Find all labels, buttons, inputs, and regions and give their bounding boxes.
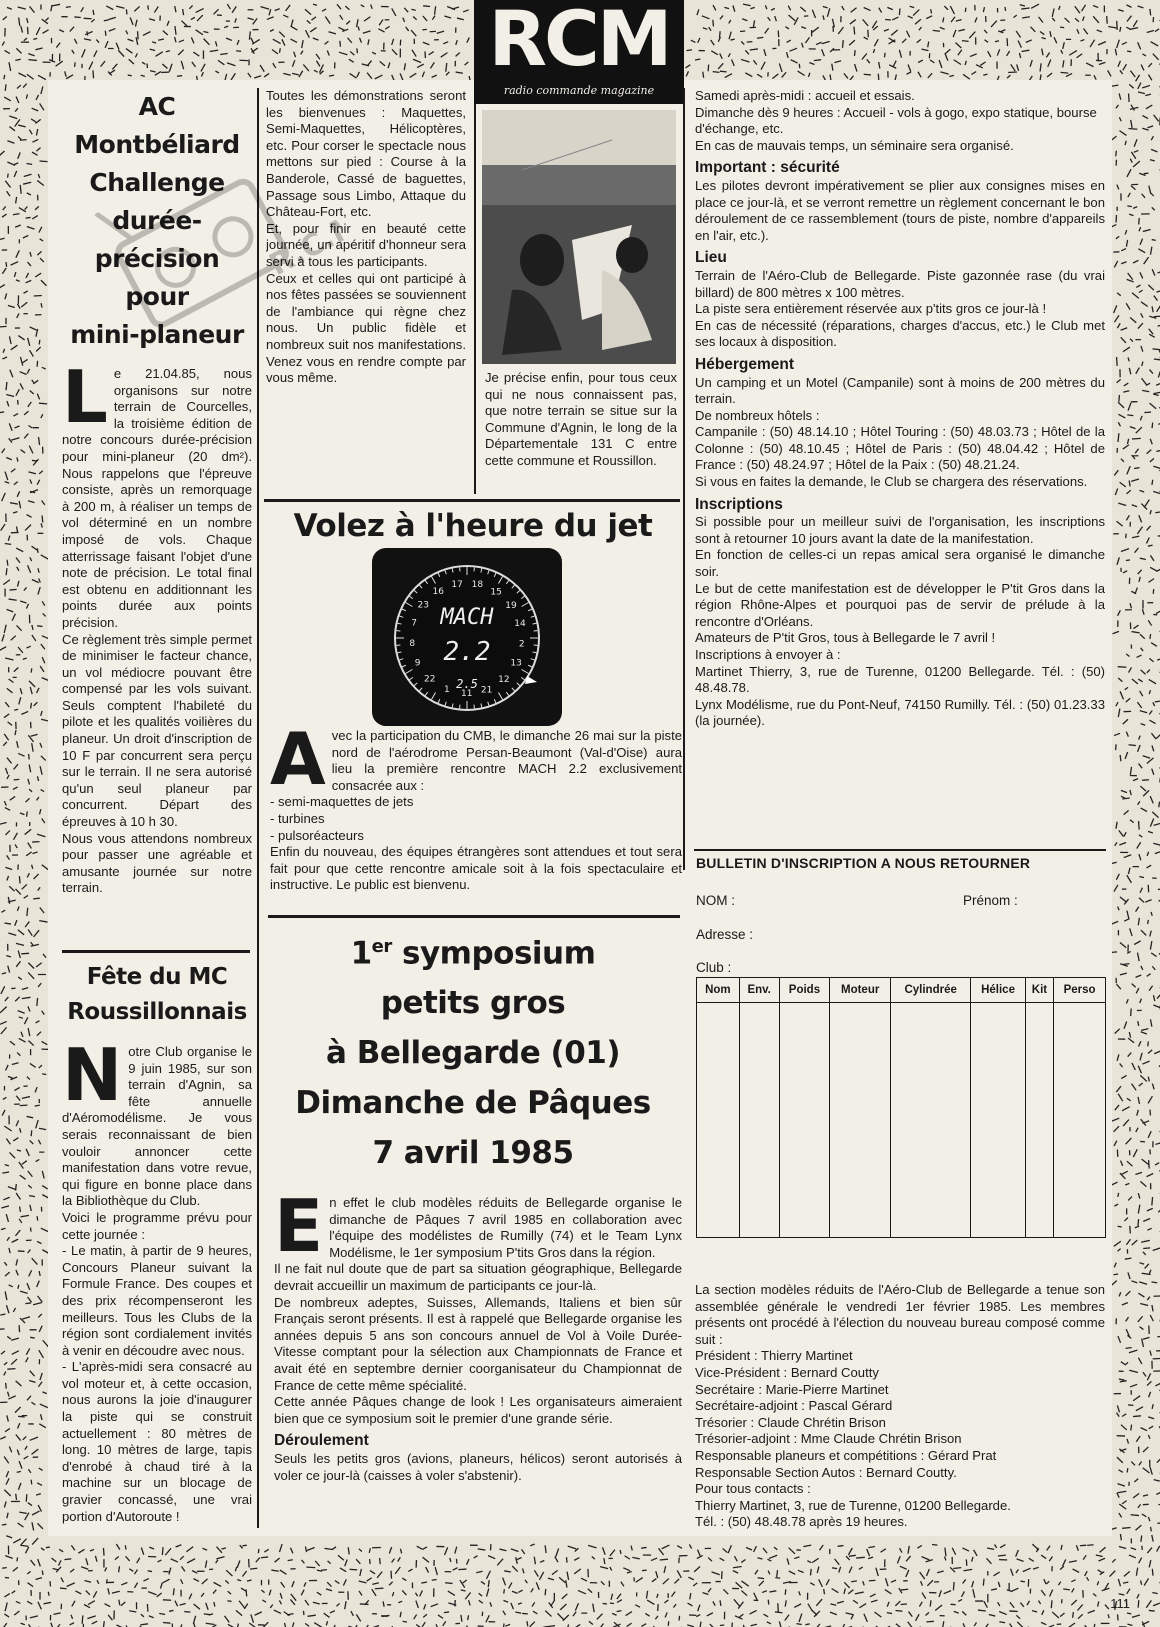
form-nom-field[interactable]: NOM :: [696, 893, 735, 908]
section-rule-b: [268, 915, 680, 918]
gauge-value: 2.2: [443, 637, 491, 667]
article-roussillon-headline: Fête du MC Roussillonnais: [67, 964, 247, 1025]
article-jet-list-2: - turbines: [270, 810, 325, 826]
deroulement-title: Déroulement: [274, 1432, 369, 1450]
section-rule-d: [694, 849, 1106, 851]
hebergement-line-5: Si vous en faites la demande, le Club se chargera des réservations.: [695, 474, 1088, 490]
column-rule-3: [474, 104, 476, 494]
assembly-intro: La section modèles réduits de l'Aéro-Club de Bellegarde a tenue son assemblée générale le vendredi 1er février 1985. Les membres présents ont procédé à l'élection du nouveau bureau composé comme suit :: [695, 1282, 1105, 1347]
registration-form-title: BULLETIN D'INSCRIPTION A NOUS RETOURNER: [696, 855, 1031, 871]
column-rule-1: [257, 88, 259, 1528]
hebergement-line-1: Un camping et un Motel (Campanile) sont à moins de 200 mètres du terrain.: [695, 374, 1105, 407]
col-perso: Perso: [1054, 978, 1106, 1003]
article-jet-headline: Volez à l'heure du jet: [293, 508, 653, 544]
article-roussillon-para-4: - L'après-midi sera consacré au vol moteur et, à cette occasion, nous aurons la joie d'inaugurer la piste qui se construit actuellement : 80 mètres de long. 10 mètres de large, tapis d'enrobé à chaud tiré à la machine sur un blocage de gravier concassé, une vrai portion d'Autoroute !: [62, 1359, 252, 1524]
registration-table-header: [697, 978, 1106, 1003]
gauge-tick-label: 7: [411, 618, 418, 629]
inscriptions-line-6: Martinet Thierry, 3, rue de Turenne, 01200 Bellegarde. Tél. : (50) 48.48.78.: [695, 663, 1105, 696]
lieu-line-2: La piste sera entièrement réservée aux p'tits gros ce jour-là !: [695, 301, 1047, 317]
mach-gauge-dial: [372, 548, 562, 726]
form-club-field[interactable]: Club :: [696, 960, 732, 975]
article-jet-outro: Enfin du nouveau, des équipes étrangères sont attendues et tout sera fait pour que cette rencontre amicale soit à la fois spectaculaire et instructive. Le public est bienvenu.: [270, 844, 682, 893]
article-jet-intro: Avec la participation du CMB, le dimanche 26 mai sur la piste nord de l'aérodrome Persan-Beaumont (Val-d'Oise) aura lieu la première rencontre MACH 2.2 exclusivement consacrée aux :: [270, 728, 682, 801]
col-moteur: Moteur: [830, 978, 891, 1003]
article-symposium-headline: 1er symposium petits gros à Bellegarde (01) Dimanche de Pâques 7 avril 1985: [295, 935, 651, 1172]
masthead-logo: RCM: [488, 0, 670, 83]
article-montbeliard-para-1: Le 21.04.85, nous organisons sur notre terrain de Courcelles, la troisième édition de notre concours durée-précision pour mini-planeur (20 dm²). Nous rappelons que l'épreuve consiste, après un remorquage à 200 m, à réaliser un temps de vol déterminé en un nombre imposé de vols. Chaque atterrissage faisant l'objet d'une note de précision. Le total final est obtenu en additionnant les points durée aux points précision.: [62, 355, 252, 630]
article-symposium-para-2: Il ne fait nul doute que de part sa situation géographique, Bellegarde devrait accueillir un maximum de participants ce jour-là.: [274, 1261, 682, 1293]
securite-text: Les pilotes devront impérativement se plier aux consignes mises en place ce jour-là, et se verront remettre un règlement concernant le bon déroulement de ce rassemblement (tours de piste, nombre d'appareils en l'air, etc.).: [695, 177, 1105, 243]
mach-gauge: [372, 548, 562, 726]
deroulement-line-3: En cas de mauvais temps, un séminaire sera organisé.: [695, 137, 1014, 153]
gauge-tick-label: 1: [444, 685, 450, 696]
gauge-sub-value: 2.5: [456, 677, 478, 691]
assembly-line-address: Thierry Martinet, 3, rue de Turenne, 01200 Bellegarde.: [695, 1497, 1011, 1513]
page-number: 111: [1110, 1596, 1130, 1611]
hebergement-hotels: Campanile : (50) 48.14.10 ; Hôtel Touring : (50) 48.03.73 ; Hôtel de la Colonne : (50) 48.10.45 ; Hôtel de Paris : (50) 48.04.42 ; Hôtel de France : (50) 48.24.97 ; Hôtel de la Paix : (50) 48.21.24.: [695, 424, 1105, 473]
col-helice: Hélice: [971, 978, 1025, 1003]
dropcap-e: E: [274, 1195, 324, 1268]
lieu-line-3: En cas de nécessité (réparations, charges d'accus, etc.) le Club met ses locaux à disposition.: [695, 317, 1105, 350]
deroulement-line-1: Samedi après-midi : accueil et essais.: [695, 88, 915, 103]
inscriptions-line-4: Amateurs de P'tit Gros, tous à Bellegarde le 7 avril !: [695, 630, 996, 646]
assembly-notice: [695, 1282, 1105, 1536]
assembly-line-planeurs: Responsable planeurs et compétitions : Gérard Prat: [695, 1447, 997, 1463]
article-jet-list-3: - pulsoréacteurs: [270, 827, 364, 843]
gauge-tick-label: 19: [505, 601, 517, 612]
article-symposium-details: [695, 88, 1105, 848]
gauge-label-mach: MACH: [440, 605, 494, 630]
masthead: [474, 0, 684, 104]
article-jet-body: [270, 728, 682, 912]
gauge-tick-label: 23: [417, 600, 429, 611]
gauge-tick-label: 16: [432, 587, 444, 598]
col-poids: Poids: [779, 978, 830, 1003]
article-roussillon: [62, 960, 252, 1532]
article-montbeliard-headline: AC Montbéliard Challenge durée- précision pour mini-planeur: [70, 92, 244, 349]
gauge-tick-label: 22: [424, 674, 436, 685]
inscriptions-line-1: Si possible pour un meilleur suivi de l'organisation, les inscriptions sont à retourner 10 jours avant la date de la manifestation.: [695, 514, 1105, 546]
assembly-line-president: Président : Thierry Martinet: [695, 1348, 853, 1364]
gauge-tick-label: 9: [414, 658, 421, 669]
event-photo-image: [482, 110, 676, 364]
dropcap-a: A: [270, 728, 326, 801]
article-symposium-body: [274, 1195, 682, 1535]
gauge-tick-label: 15: [490, 587, 502, 598]
article-roussillon-para-5: Toutes les démonstrations seront les bienvenues : Maquettes, Semi-Maquettes, Hélicoptères, etc. Pour corser le spectacle nous mettons sur pied : Course à la Banderole, Cassé de baguettes, Passage sous Limbo, Attaque du Château-Fort, etc.: [266, 88, 466, 220]
inscriptions-line-3: Le but de cette manifestation est de développer le P'tit Gros dans la région Rhône-Alpes et pourquoi pas de servir de prélude à la rencontre d'Orléans.: [695, 580, 1105, 629]
inscriptions-line-7: Lynx Modélisme, rue du Pont-Neuf, 74150 Rumilly. Tél. : (50) 01.23.33 (la journée).: [695, 696, 1105, 729]
article-symposium-para-3: De nombreux adeptes, Suisses, Allemands, Italiens et bien sûr Français seront présents. Il est à rappelé que Bellegarde organise les années depuis 5 ans son concours annuel de Vol à Voile Durée-Vitesse comptant pour la sélection aux Championnats de France et avait été en septembre dernier coorganisateur du Championnat de France de cette même spécialité.: [274, 1294, 682, 1393]
inscriptions-line-5: Inscriptions à envoyer à :: [695, 647, 841, 662]
inscriptions-line-2: En fonction de celles-ci un repas amical sera organisé le dimanche soir.: [695, 547, 1105, 580]
hebergement-line-2: De nombreux hôtels :: [695, 407, 820, 423]
gauge-tick-label: 18: [471, 579, 484, 590]
gauge-tick-label: 14: [514, 619, 526, 630]
col-nom: Nom: [697, 978, 740, 1003]
form-prenom-field[interactable]: Prénom :: [963, 893, 1018, 908]
assembly-line-vice-president: Vice-Président : Bernard Coutty: [695, 1364, 879, 1380]
article-roussillon-para-2: Voici le programme prévu pour cette journée :: [62, 1209, 252, 1242]
article-roussillon-para-3: - Le matin, à partir de 9 heures, Concours Planeur suivant la Formule France. Des coupes et des prix récompenseront les meilleurs. Tous les Clubs de la région sont cordialement invités à venir en découdre avec nous.: [62, 1243, 252, 1358]
article-montbeliard-para-2: Ce règlement très simple permet de minimiser le facteur chance, un vol médiocre pouvant être compensé par les vols suivant. Seuls comptent l'habileté du pilote et les qualités voilières du planeur. Un droit d'inscription de 10 F par concurrent sera perçu sur le terrain. Il ne sera autorisé qu'un seul planeur par concurrent. Départ des épreuves à 10 h 30.: [62, 631, 252, 830]
registration-table: [696, 977, 1106, 1238]
col-env: Env.: [739, 978, 779, 1003]
assembly-line-secretaire: Secrétaire : Marie-Pierre Martinet: [695, 1381, 889, 1397]
gauge-tick-label: 12: [498, 674, 510, 685]
gauge-tick-label: 17: [451, 579, 463, 590]
photo-caption: Je précise enfin, pour tous ceux qui ne nous connaissent pas, que notre terrain se situe sur la Commune d'Agnin, le long de la Départementale 131 C entre cette commune et Roussillon.: [485, 370, 677, 468]
assembly-line-tresorier-adjoint: Trésorier-adjoint : Mme Claude Chrétin Brison: [695, 1431, 962, 1447]
form-adresse-field[interactable]: Adresse :: [696, 927, 754, 942]
assembly-line-phone: Tél. : (50) 48.48.78 après 19 heures.: [695, 1514, 908, 1530]
col-kit: Kit: [1025, 978, 1053, 1003]
masthead-tagline: radio commande magazine: [503, 84, 655, 97]
gauge-tick-label: 21: [480, 685, 493, 696]
article-symposium-para-4: Cette année Pâques change de look ! Les organisateurs aimeraient bien que ce symposium soit le premier d'une grande série.: [274, 1394, 682, 1426]
article-roussillon-para-7: Ceux et celles qui ont participé à nos fêtes passées se souviennent de l'ambiance qui règne chez nous. Un public fidèle et nombreux suit nos manifestations. Venez vous en rendre compte par vous même.: [266, 270, 466, 386]
assembly-line-contacts: Pour tous contacts :: [695, 1481, 811, 1497]
section-title-inscriptions: Inscriptions: [695, 495, 783, 513]
section-rule-a: [264, 499, 680, 502]
gauge-tick-label: 8: [409, 638, 416, 649]
assembly-line-autos: Responsable Section Autos : Bernard Coutty.: [695, 1464, 957, 1480]
column-rule-2: [683, 88, 685, 870]
lieu-line-1: Terrain de l'Aéro-Club de Bellegarde. Piste gazonnée rase (du vrai billard) de 800 mètres x 100 mètres.: [695, 267, 1105, 300]
dropcap-l: L: [62, 355, 108, 439]
article-roussillon-para-1: Notre Club organise le 9 juin 1985, sur son terrain d'Agnin, sa fête annuelle d'Aéromodélisme. Je vous serais reconnaissant de bien vouloir annoncer cette manifestation dans votre revue, qui figure en bonne place dans la Bibliothèque du Club.: [62, 1033, 252, 1209]
section-title-securite: Important : sécurité: [695, 159, 840, 177]
article-jet-list-1: - semi-maquettes de jets: [270, 794, 414, 810]
article-symposium-para-1: En effet le club modèles réduits de Bellegarde organise le dimanche de Pâques 7 avril 1985 en collaboration avec l'équipe des modélistes de Rumilly (74) et le Team Lynx Modélisme, le 1er symposium P'tits Gros dans la région.: [274, 1195, 682, 1268]
dropcap-n: N: [62, 1033, 123, 1117]
gauge-tick-label: 11: [461, 688, 473, 699]
deroulement-line-2: Dimanche dès 9 heures : Accueil - vols à gogo, expo statique, bourse d'échange, etc.: [695, 104, 1097, 137]
section-title-hebergement: Hébergement: [695, 355, 795, 373]
article-roussillon-continued: [263, 88, 466, 492]
section-rule-c: [62, 950, 250, 953]
deroulement-text: Seuls les petits gros (avions, planeurs, hélicos) seront autorisés à voler ce jour-là (caisses à voler s'abstenir).: [274, 1450, 682, 1483]
svg-text:R.C.M: R.C.M: [263, 205, 352, 284]
article-montbeliard-para-3: Nous vous attendons nombreux pour passer une agréable et amusante journée sur notre terrain.: [62, 830, 252, 896]
assembly-line-tresorier: Trésorier : Claude Chrétin Brison: [695, 1414, 886, 1430]
article-montbeliard: [62, 88, 252, 946]
gauge-tick-label: 2: [518, 639, 525, 650]
assembly-line-secretaire-adjoint: Secrétaire-adjoint : Pascal Gérard: [695, 1398, 893, 1414]
gauge-needle-marker: [525, 676, 537, 684]
event-photo: [482, 110, 676, 364]
registration-table-wrap: [696, 977, 1106, 1238]
registration-table-entry-row[interactable]: [697, 1003, 1106, 1238]
col-cylindree: Cylindrée: [891, 978, 971, 1003]
article-roussillon-para-6: Et, pour finir en beauté cette journée, un apéritif d'honneur sera servi à tous les participants.: [266, 220, 466, 269]
gauge-tick-label: 13: [510, 658, 522, 669]
registration-form: [696, 855, 1108, 1225]
section-title-lieu: Lieu: [695, 249, 727, 267]
